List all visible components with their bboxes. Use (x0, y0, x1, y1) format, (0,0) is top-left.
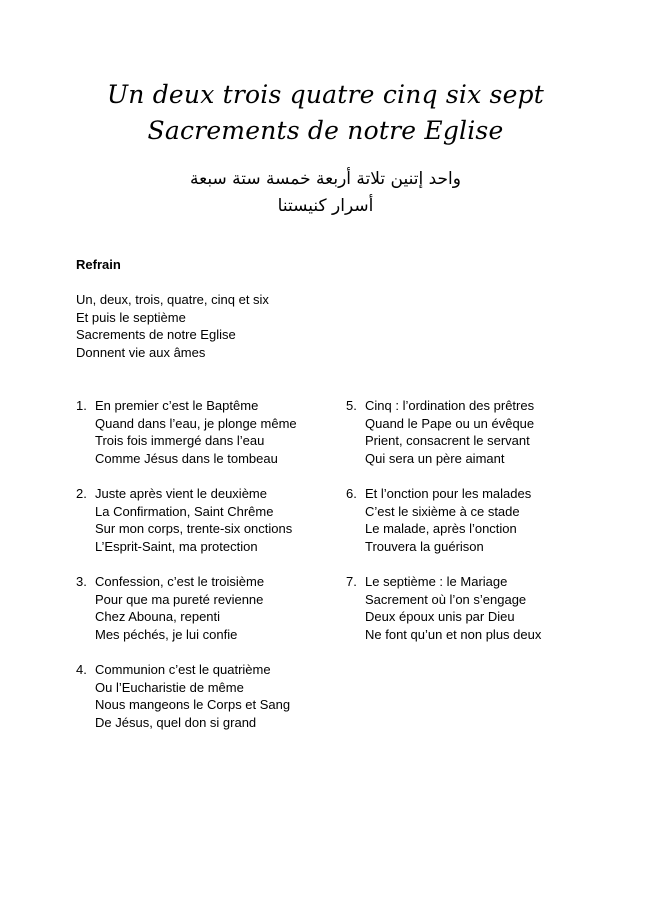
stanza-line: Deux époux unis par Dieu (365, 609, 515, 625)
refrain-line: Sacrements de notre Eglise (76, 327, 236, 343)
stanza-7 (346, 573, 616, 643)
title-line-1: Un deux trois quatre cinq six sept (106, 80, 545, 109)
stanza-line: Trouvera la guérison (365, 538, 484, 554)
refrain-line: Et puis le septième (76, 309, 186, 325)
stanza-line: C’est le sixième à ce stade (365, 503, 520, 519)
stanza-number: 2. (76, 486, 87, 501)
stanza-line: Confession, c’est le troisième (95, 574, 265, 589)
stanza-line: Cinq : l’ordination des prêtres (365, 398, 535, 413)
stanza-line: Nous mangeons le Corps et Sang (95, 697, 291, 713)
stanza-line: En premier c’est le Baptême (95, 398, 259, 413)
stanza-1 (76, 397, 346, 467)
arabic-title-line-1: واحد إتنين تلاتة أربعة خمسة ستة سبعة (190, 169, 461, 189)
stanza-line: Quand dans l’eau, je plonge même (95, 415, 297, 431)
stanza-line: Ne font qu’un et non plus deux (365, 626, 542, 642)
refrain-lines (76, 291, 269, 361)
stanza-5 (346, 397, 616, 467)
stanza-number: 6. (346, 486, 357, 501)
stanza-line: Qui sera un père aimant (365, 450, 505, 466)
arabic-title-line-2: أسرار كنيستنا (277, 196, 374, 216)
stanza-line: Trois fois immergé dans l’eau (95, 433, 265, 449)
stanza-4 (76, 661, 346, 731)
stanza-line: De Jésus, quel don si grand (95, 714, 257, 730)
stanza-number: 7. (346, 574, 357, 589)
stanza-number: 5. (346, 398, 357, 413)
stanza-line: Et l’onction pour les malades (365, 486, 532, 501)
stanza-line: Le malade, après l’onction (365, 521, 517, 537)
stanza-line: Chez Abouna, repenti (95, 609, 221, 625)
stanza-number: 3. (76, 574, 87, 589)
stanza-line: Mes péchés, je lui confie (95, 626, 238, 642)
stanza-line: Prient, consacrent le servant (365, 433, 530, 449)
stanza-number: 1. (76, 398, 87, 413)
stanza-line: Communion c’est le quatrième (95, 662, 271, 677)
title-line-2: Sacrements de notre Eglise (147, 116, 504, 145)
refrain-line: Un, deux, trois, quatre, cinq et six (76, 292, 269, 307)
stanza-line: Comme Jésus dans le tombeau (95, 450, 278, 466)
stanza-line: Quand le Pape ou un évêque (365, 415, 535, 431)
stanza-line: Juste après vient le deuxième (95, 486, 267, 501)
stanza-line: Le septième : le Mariage (365, 574, 508, 589)
stanza-line: Ou l’Eucharistie de même (95, 679, 244, 695)
stanza-3 (76, 573, 346, 643)
stanza-number: 4. (76, 662, 87, 677)
refrain-line: Donnent vie aux âmes (76, 344, 206, 360)
stanza-6 (346, 485, 616, 555)
stanza-line: Sur mon corps, trente-six onctions (95, 521, 293, 537)
stanza-line: La Confirmation, Saint Chrême (95, 503, 274, 519)
stanza-line: L’Esprit-Saint, ma protection (95, 538, 258, 554)
stanza-line: Pour que ma pureté revienne (95, 591, 264, 607)
stanza-2 (76, 485, 346, 555)
stanza-line: Sacrement où l’on s’engage (365, 591, 527, 607)
refrain-heading: Refrain (76, 257, 121, 272)
